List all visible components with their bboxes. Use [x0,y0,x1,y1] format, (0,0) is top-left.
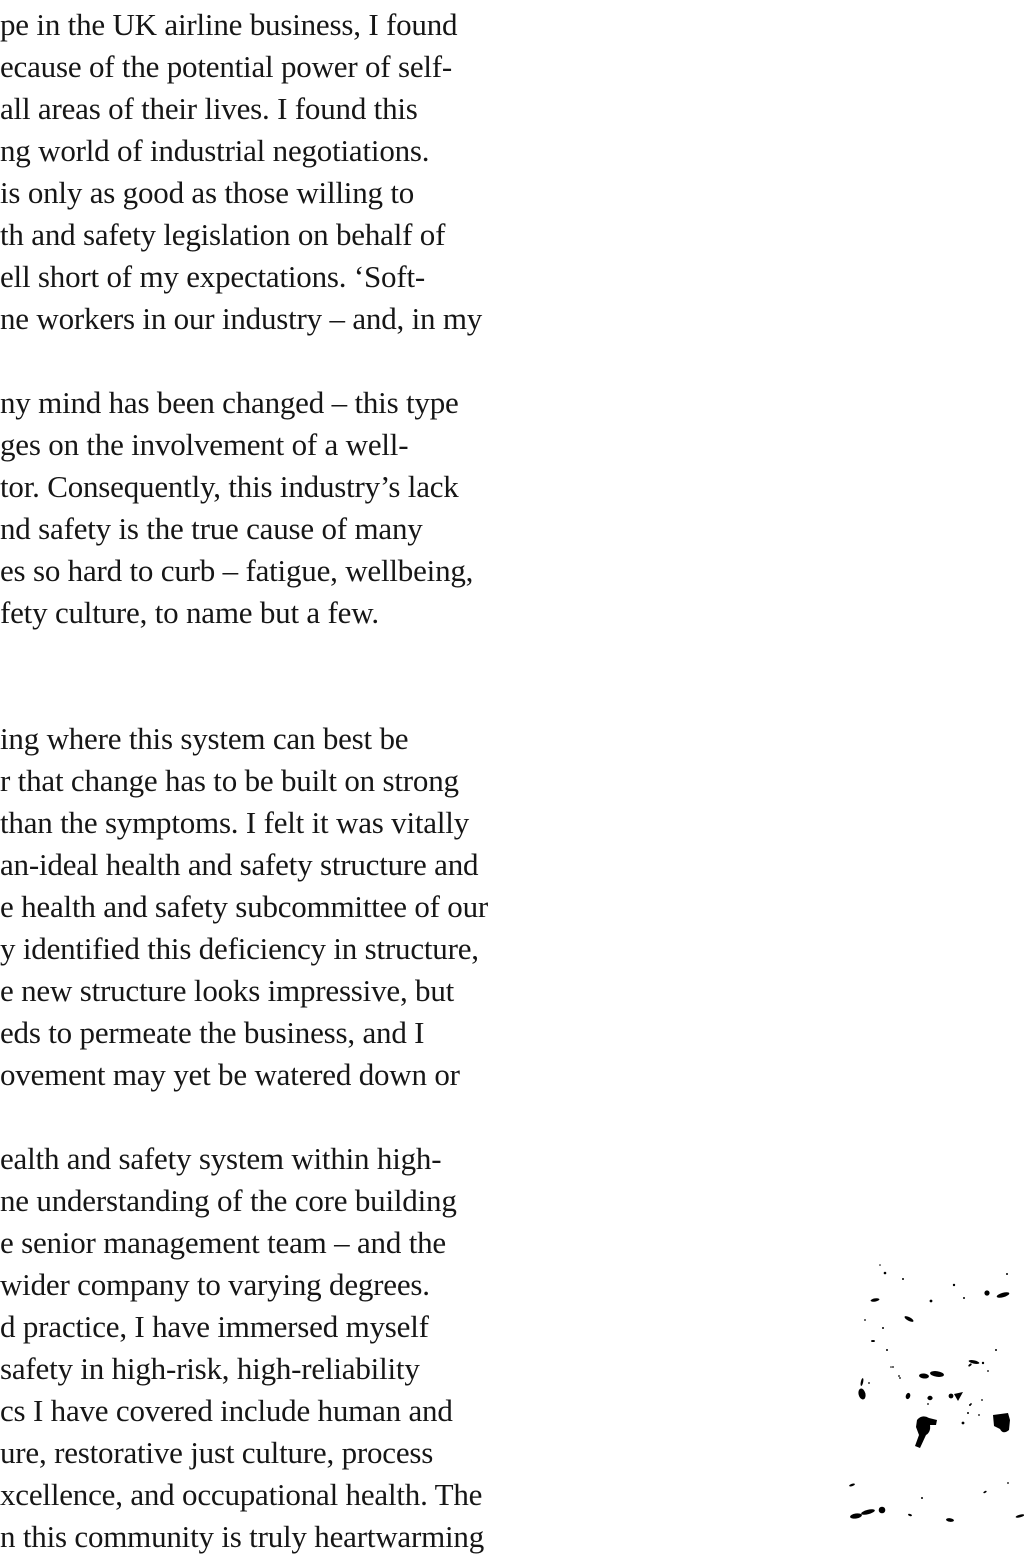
text-line: ing where this system can best be [0,721,409,756]
ink-splatter-graphic [820,1250,1024,1536]
text-line: n this community is truly heartwarming [0,1519,485,1554]
text-line: e health and safety subcommittee of our [0,889,489,924]
text-line: fety culture, to name but a few. [0,595,379,630]
text-line: xcellence, and occupational health. The [0,1477,483,1512]
text-line: ng world of industrial negotiations. [0,133,430,168]
text-line: eds to permeate the business, and I [0,1015,425,1050]
text-line: ne understanding of the core building [0,1183,457,1218]
text-line: ovement may yet be watered down or [0,1057,460,1092]
text-line: e new structure looks impressive, but [0,973,455,1008]
text-line: pe in the UK airline business, I found [0,7,458,42]
text-line: is only as good as those willing to [0,175,415,210]
text-line: ny mind has been changed – this type [0,385,459,420]
text-line: ealth and safety system within high- [0,1141,442,1176]
ink-blobs [849,1264,1024,1522]
text-line: ne workers in our industry – and, in my [0,301,483,336]
text-line: all areas of their lives. I found this [0,91,418,126]
paragraph-4 [0,1138,640,1558]
paragraph-1 [0,4,640,340]
paragraph-2 [0,382,640,634]
text-line: tor. Consequently, this industry’s lack [0,469,459,504]
text-line: es so hard to curb – fatigue, wellbeing, [0,553,474,588]
text-line: ure, restorative just culture, process [0,1435,434,1470]
text-line: wider company to varying degrees. [0,1267,430,1302]
text-line: th and safety legislation on behalf of [0,217,446,252]
text-line: ecause of the potential power of self- [0,49,453,84]
text-line: cs I have covered include human and [0,1393,453,1428]
article-text-column [0,4,640,1558]
text-line: safety in high-risk, high-reliability [0,1351,420,1386]
text-line: nd safety is the true cause of many [0,511,423,546]
text-line: an-ideal health and safety structure and [0,847,479,882]
text-line: ell short of my expectations. ‘Soft- [0,259,425,294]
paragraph-3 [0,718,640,1096]
text-line: than the symptoms. I felt it was vitally [0,805,469,840]
text-line: ges on the involvement of a well- [0,427,409,462]
text-line: d practice, I have immersed myself [0,1309,429,1344]
text-line: y identified this deficiency in structure, [0,931,479,966]
text-line: r that change has to be built on strong [0,763,459,798]
text-line: e senior management team – and the [0,1225,446,1260]
